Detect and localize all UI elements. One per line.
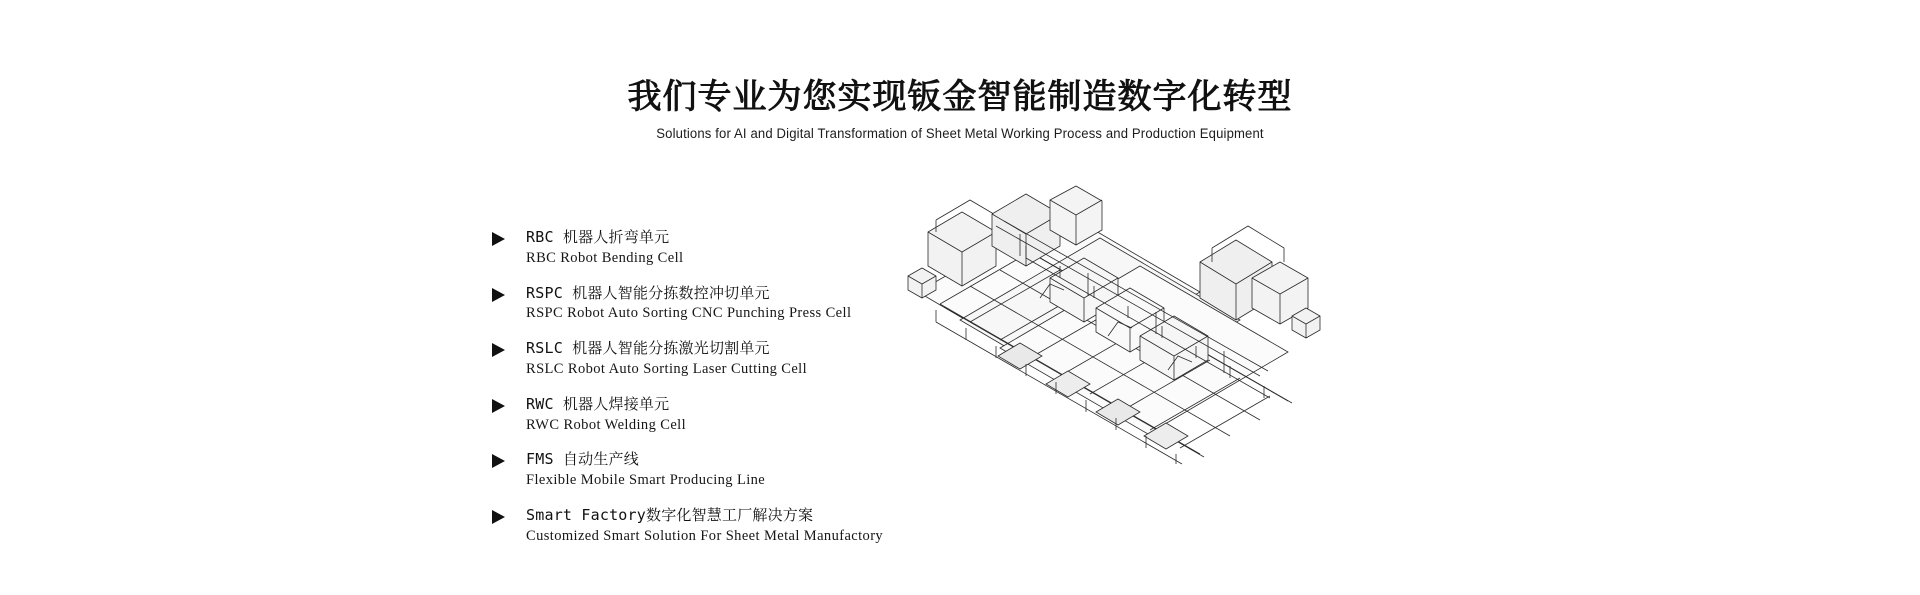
list-item-label-en: RSLC Robot Auto Sorting Laser Cutting Cell [526,360,808,377]
list-item[interactable] [492,339,912,379]
list-item[interactable] [492,395,912,435]
triangle-right-icon [492,343,505,357]
triangle-right-icon [492,454,505,468]
list-item-label-en: RSPC Robot Auto Sorting CNC Punching Press Cell [526,305,852,322]
triangle-right-icon [492,510,505,524]
page-title-cn: 我们专业为您实现钣金智能制造数字化转型 [627,77,1293,117]
list-item-label-en: RBC Robot Bending Cell [526,249,684,266]
triangle-right-icon [492,288,505,302]
list-item[interactable] [492,228,912,268]
heading-block [0,78,1920,141]
list-item-label-en: RWC Robot Welding Cell [526,416,687,433]
list-item-label-cn: RSPC 机器人智能分拣数控冲切单元 [526,283,770,302]
list-item-label-cn: Smart Factory数字化智慧工厂解决方案 [526,505,814,524]
list-item-label-cn: RBC 机器人折弯单元 [526,228,670,246]
factory-illustration [900,170,1420,470]
list-item-label-en: Customized Smart Solution For Sheet Metal Manufactory [526,527,884,544]
list-item-label-en: Flexible Mobile Smart Producing Line [526,472,766,489]
list-item-label-cn: RWC 机器人焊接单元 [526,394,670,413]
page-subtitle-en: Solutions for AI and Digital Transformation of Sheet Metal Working Process and Production Equipment [656,126,1264,142]
list-item[interactable] [492,506,912,546]
isometric-production-line-svg [900,170,1420,470]
triangle-right-icon [492,232,505,246]
list-item-label-cn: FMS 自动生产线 [526,450,639,469]
list-item[interactable] [492,284,912,324]
triangle-right-icon [492,399,505,413]
feature-list [492,228,912,546]
list-item-label-cn: RSLC 机器人智能分拣激光切割单元 [526,339,770,358]
list-item[interactable] [492,450,912,490]
